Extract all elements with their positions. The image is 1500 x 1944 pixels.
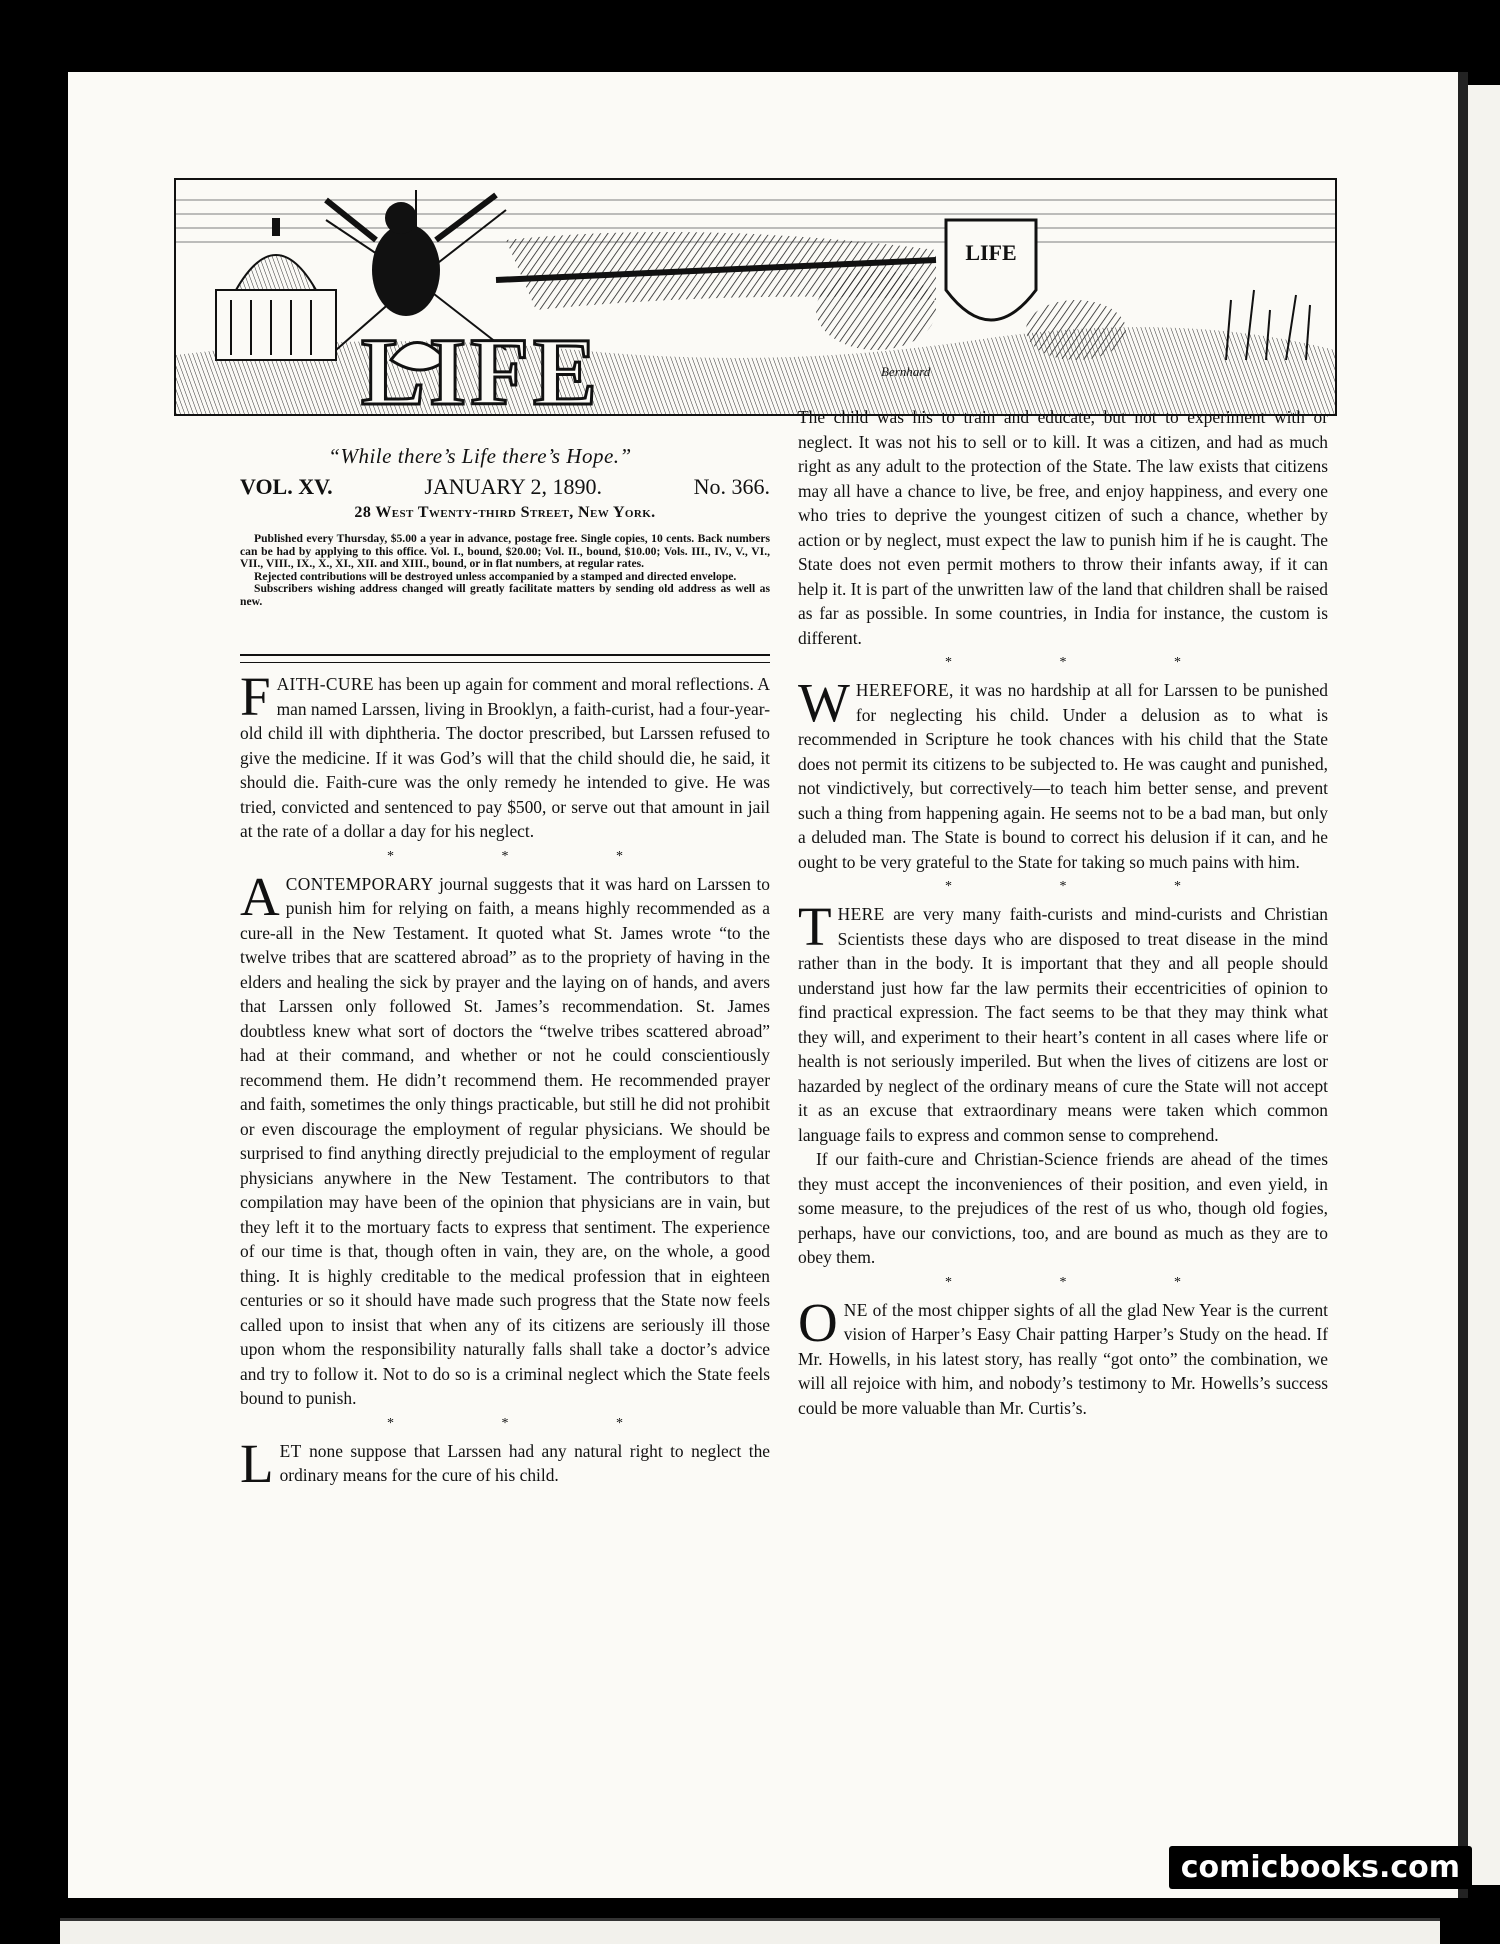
article-one-of: ONE of the most chipper sights of all the glad New Year is the current vision of Harper’s Easy Chair patting Harper’s Study on the head. If Mr. Howells, in his latest story, has really “got onto” the combination, we will all rejoice with him, and nobody’s testimony to Mr. Howells’s success could be more valuable than Mr. Curtis’s. [798,1291,1328,1418]
volume: VOL. XV. [240,474,333,499]
next-page-strip [60,1918,1440,1944]
adjacent-page-edge [1468,85,1500,1885]
page-edge-shadow [1458,72,1468,1898]
artist-signature: Bernhard [881,364,931,379]
site-watermark: comicbooks.com [1169,1846,1472,1889]
article-faith-cure: FAITH-CURE has been up again for comment and moral reflections. A man named Larssen, living in Brooklyn, a faith-curist, had a four-year-old child ill with diphtheria. The doctor prescribed, but Larssen refused to give the medicine. If it was God’s will that the child should die, he said, it should die. Faith-cure was the only remedy he intended to give. He was tried, convicted and sentenced to pay $500, or serve out that amount in jail at the rate of a dollar a day for his neglect. [240,666,770,841]
publisher-address: 28 West Twenty-third Street, New York. [354,504,656,521]
article-there-are: THERE are very many faith-curists and mind-curists and Christian Scientists these days who are disposed to treat disease in the mind rather than in the body. It is important that they and all people should understand just how far the law permits their eccentricities of opinion to find practical expression. The fact seems to be that they may think what they will, and experiment to their heart’s content in all cases where life or health is not seriously imperiled. But when the lives of citizens are lost or hazarded by neglect of the ordinary means of cure the State will not accept it as an excuse that extraordinary means were taken which common language fails to express and common sense to comprehend. [798,896,1328,1145]
drop-cap: L [240,1432,274,1494]
issue-date: JANUARY 2, 1890. [424,474,602,499]
article-wherefore: WHEREFORE, it was no hardship at all for Larssen to be punished for neglecting his child. Under a delusion as to what is recommended in Scripture he took chances with his child that the State does not permit its citizens to be subjected to. He was caught and punished, not vindictively, but correctively—to teach him better sense, and prevent such a thing from happening again. He seems not to be a bad man, but only a deluded man. The State is bound to correct his delusion if it can, and he ought to be very grateful to the State for taking so much pains with him. [798,672,1328,872]
section-separator: * * * [387,848,675,864]
capitol-dome-drawing [216,218,336,360]
shield-drawing [946,220,1036,320]
drop-cap: A [240,865,280,927]
masthead-illustration [174,178,1337,416]
article-continued: The child was his to train and educate, but not to experiment with or neglect. It was not his to sell or to kill. It was a citizen, and had as much right as any adult to the protection of the State. The law exists that citizens may all have a chance to live, be free, and enjoy happiness, and every one who tries to deprive the youngest citizen of such a chance, whether by action or by neglect, must expect the law to punish him if he is caught. The State does not even permit mothers to throw their infants away, if it can help it. It is part of the unwritten law of the land that children shall be raised as far as possible. In some countries, in India for instance, the custom is different. [798,407,1328,648]
section-separator: * * * [945,1274,1233,1290]
motto: “While there’s Life there’s Hope.” [328,444,632,468]
notice-paragraph: Subscribers wishing address changed will greatly facilitate matters by sending old address as well as new. [240,582,770,608]
article-there-are-continued: If our faith-cure and Christian-Science friends are ahead of the times they must accept the inconveniences of their position, and even yield, in some measure, to the prejudices of the rest of us who, though old fogies, perhaps, have our convictions, too, and are bound as much as they are to obey them. [798,1149,1328,1267]
section-separator: * * * [945,879,1233,894]
article-let-none: LET none suppose that Larssen had any natural right to neglect the ordinary means for the cure of his child. [240,1432,770,1494]
scan-border-top [0,0,1500,72]
right-column [798,405,1328,1420]
masthead-engraving [176,180,1335,414]
notice-paragraph: Rejected contributions will be destroyed unless accompanied by a stamped and directed envelope. [254,569,737,583]
section-separator: * * * [945,655,1233,670]
life-logo: LIFE [361,318,602,414]
drop-cap: O [798,1291,838,1353]
notice-paragraph: Published every Thursday, $5.00 a year in advance, postage free. Single copies, 10 cents. Back numbers can be had by applying to this office. Vol. I., bound, $20.00; Vol. II., bound, $10.00; Vols. III., IV., V., VI., VII., VIII., IX., X., XI., XII. and XIII., bound, or in flat numbers, at regular rates. [240,532,770,570]
subscription-notice [240,533,770,608]
drop-cap: F [240,666,271,727]
left-column [240,666,770,1494]
article-contemporary: ACONTEMPORARY journal suggests that it was hard on Larssen to punish him for relying on faith, a means highly recommended as a cure-all in the New Testament. It quoted what St. James wrote “to the twelve tribes that are scattered abroad” as to the propriety of having in the elders and healing the sick by prayer and the laying on of hands, and avers that Larssen only followed St. James’s recommendation. St. James doubtless knew what sort of doctors the “twelve tribes scattered abroad” had at their command, and whether or not he could conscientiously recommend them. He didn’t recommend them. He recommended prayer and faith, sometimes the only things practicable, but still he did not prohibit or even discourage the employment of regular physicians. We should be surprised to find anything directly prejudicial to the employment of regular physicians anywhere in the New Testament. The contributors to that compilation may have been of the opinion that physicians are in vain, but they left it to the mortuary facts to express that sentiment. The experience of our time is that, though often in vain, they are, on the whole, a good thing. It is highly creditable to the medical profession that in eighteen centuries or so it should have made such progress that the State now feels called upon to insist that when any of its citizens are seriously ill those upon whom the responsibility naturally falls shall take a doctor’s advice and try to follow it. Not to do so is a criminal neglect which the State feels bound to punish. [240,865,770,1408]
drop-cap: T [798,896,832,957]
issue-line [240,474,770,500]
double-rule [240,654,770,663]
svg-text:LIFE: LIFE [965,240,1017,265]
drop-cap: W [798,672,850,733]
section-separator: * * * [387,1415,675,1431]
issue-number: No. 366. [693,474,770,499]
